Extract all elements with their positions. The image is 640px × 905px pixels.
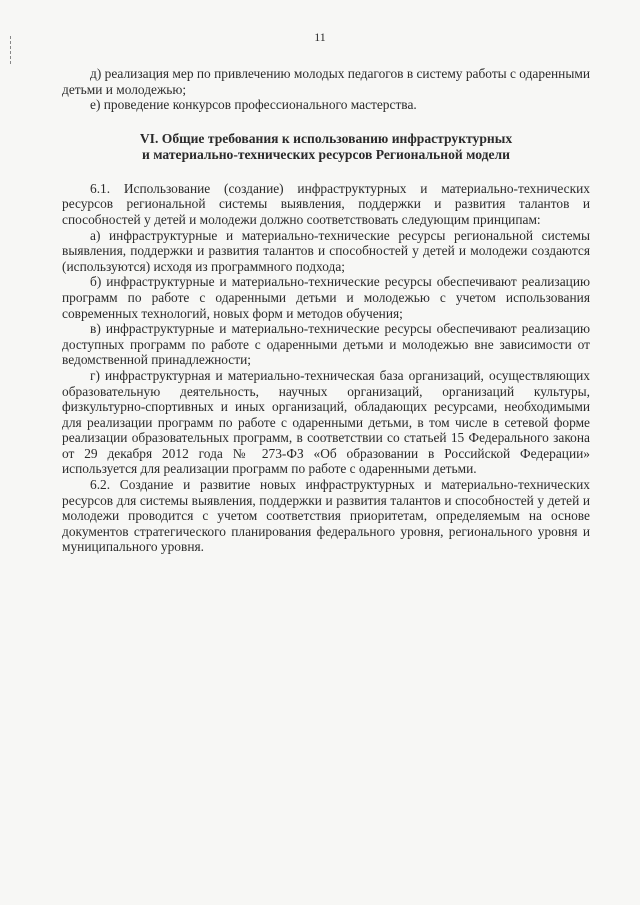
page-number: 11: [314, 30, 326, 44]
paragraph-6-1: 6.1. Использование (создание) инфраструктурных и материально-технических ресурсов региональной системы выявления, поддержки и развития талантов и способностей у детей и молодежи должно соответствовать следующим принципам:: [62, 180, 590, 227]
section-title-line-2: и материально-технических ресурсов Региональной модели: [142, 146, 510, 162]
list-item-e: е) проведение конкурсов профессионального мастерства.: [90, 97, 417, 113]
list-item-a: а) инфраструктурные и материально-технические ресурсы региональной системы выявления, поддержки и развития талантов и способностей у детей и молодежи создаются (используются) исходя из программного подхода;: [62, 227, 590, 274]
list-item-g: г) инфраструктурная и материально-техническая база организаций, осуществляющих образовательную деятельность, научных организаций, организаций культуры, физкультурно-спортивных и иных организаций, обладающих ресурсами, необходимыми для реализации программ по работе с одаренными детьми, в том числе в сетевой форме реализации образовательных программ, в соответствии со статьей 15 Федерального закона от 29 декабря 2012 года № 273-ФЗ «Об образовании в Российской Федерации» используется для реализации программ по работе с одаренными детьми.: [62, 367, 590, 477]
list-item-b: б) инфраструктурные и материально-технические ресурсы обеспечивают реализацию программ по работе с одаренными детьми и молодежью с учетом использования современных технологий, новых форм и методов обучения;: [62, 274, 590, 321]
list-item-v: в) инфраструктурные и материально-технические ресурсы обеспечивают реализацию доступных программ по работе с одаренными детьми и молодежью вне зависимости от ведомственной принадлежности;: [62, 321, 590, 368]
document-body: [62, 66, 590, 555]
paragraph-6-2: 6.2. Создание и развитие новых инфраструктурных и материально-технических ресурсов для системы выявления, поддержки и развития талантов и способностей у детей и молодежи проводится с учетом соответствия приоритетам, определяемым на основе документов стратегического планирования федерального уровня, регионального уровня и муниципального уровня.: [62, 477, 590, 555]
section-title-line-1: VI. Общие требования к использованию инфраструктурных: [139, 130, 513, 146]
section-heading: [62, 131, 590, 163]
list-item-d: д) реализация мер по привлечению молодых педагогов в систему работы с одаренными детьми и молодежью;: [62, 66, 590, 97]
